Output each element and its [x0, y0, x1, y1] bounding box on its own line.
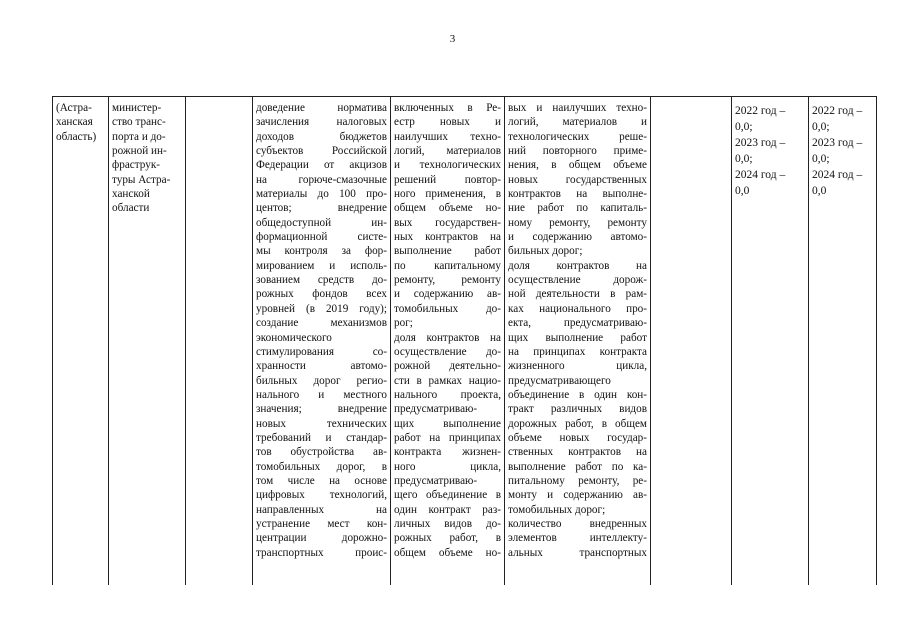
text-line: область) [56, 130, 97, 143]
region-cell [53, 97, 109, 585]
text-line: доля контрактов на [508, 259, 647, 272]
text-line: количество внедренных [508, 517, 647, 530]
text-line: транспортных проис- [256, 546, 387, 559]
text-line: новых государственных [508, 173, 647, 186]
text-line: осуществление дорож- [508, 274, 647, 287]
text-line: дорожных работ, в общем [508, 417, 647, 430]
text-line: решений повтор- [394, 173, 501, 186]
text-line: центов; внедрение [256, 202, 387, 215]
text-line: щих выполнение работ [508, 331, 647, 344]
text-line: сти в рамках нацио- [394, 374, 501, 387]
text-line: ного применения, в [394, 188, 501, 201]
text-line: субъектов Российской [256, 145, 387, 158]
text-line: 0,0 [735, 185, 750, 197]
text-line: доходов бюджетов [256, 130, 387, 143]
text-line: естр новых и [394, 116, 501, 129]
text-line: тракт различных видов [508, 403, 647, 416]
text-line: ний повторного приме- [508, 145, 647, 158]
text-line: нального проекта, [394, 388, 501, 401]
text-line: зачисления налоговых [256, 116, 387, 129]
text-line: общем объеме но- [394, 202, 501, 215]
text-line: осуществление до- [394, 345, 501, 358]
text-line: логий, материалов и [508, 116, 647, 129]
text-line: 2024 год – [812, 169, 863, 181]
text-line: ственных контрактов на [508, 446, 647, 459]
text-line: логий, материалов [394, 145, 501, 158]
text-line: хранности автомо- [256, 360, 387, 373]
text-line: ного цикла, [394, 460, 501, 473]
text-line: личных видов до- [394, 517, 501, 530]
text-line: ханская [56, 116, 93, 129]
text-line: материалы до 100 про- [256, 188, 387, 201]
text-line: элементов интеллекту- [508, 532, 647, 545]
text-line: 0,0; [735, 121, 753, 133]
text-line: на принципах контракта [508, 345, 647, 358]
text-line: и технологических [394, 159, 501, 172]
text-line: требований и стандар- [256, 431, 387, 444]
text-line: выполнение работ по ка- [508, 460, 647, 473]
text-line: стимулирования со- [256, 345, 387, 358]
text-line: вых и наилучших техно- [508, 102, 647, 114]
text-line: том числе на основе [256, 474, 387, 487]
text-line: (Астра- [56, 102, 92, 114]
years-cell-b [809, 97, 877, 585]
empty-cell [651, 97, 732, 585]
text-line: доведение норматива [256, 102, 387, 114]
text-line: общем объеме но- [394, 546, 501, 559]
text-line: объеме новых государ- [508, 431, 647, 444]
text-line: фраструк- [112, 159, 161, 172]
text-line: 2024 год – [735, 169, 786, 181]
page-number: 3 [449, 33, 456, 45]
measures-cell [253, 97, 391, 585]
text-line: предусматриваю- [394, 403, 478, 416]
text-line: устранение мест кон- [256, 517, 387, 530]
text-line: объединение в один кон- [508, 388, 647, 401]
text-line: щего объединение в [394, 489, 501, 502]
text-line: наилучших техно- [394, 130, 501, 143]
text-line: туры Астра- [112, 173, 171, 186]
text-line: 2022 год – [735, 105, 786, 117]
text-line: щих выполнение [394, 417, 501, 430]
text-line: один контракт раз- [394, 503, 501, 516]
text-line: вых государствен- [394, 216, 501, 229]
text-line: Федерации от акцизов [256, 159, 387, 172]
text-line: жизненного цикла, [508, 360, 647, 373]
text-line: 0,0; [812, 121, 830, 133]
text-line: формационной систе- [256, 231, 387, 244]
text-line: бильных дорог; [508, 245, 583, 258]
text-line: 0,0; [735, 153, 753, 165]
text-line: контрактов на выполне- [508, 188, 647, 201]
text-line: 2022 год – [812, 105, 863, 117]
text-line: порта и до- [112, 130, 166, 143]
indicators-cell-b [505, 97, 651, 585]
text-line: по капитальному [394, 259, 501, 272]
text-line: нения, в общем объеме [508, 159, 647, 172]
text-line: 2023 год – [735, 137, 786, 149]
text-line: включенных в Ре- [394, 102, 501, 114]
text-line: мированием и исполь- [256, 259, 387, 272]
text-line: рожной ин- [112, 145, 167, 158]
text-line: рог; [394, 317, 413, 330]
text-line: на горюче-смазочные [256, 173, 387, 186]
text-line: общедоступной ин- [256, 216, 387, 229]
text-line: новых технических [256, 417, 387, 430]
text-line: тов обустройства ав- [256, 446, 387, 459]
years-cell-a [732, 97, 809, 585]
text-line: зованием средств до- [256, 274, 387, 287]
text-line: ной деятельности в рам- [508, 288, 647, 301]
text-line: рожных фондов всех [256, 288, 387, 301]
text-line: экономического [256, 331, 332, 344]
text-line: контракта жизнен- [394, 446, 501, 459]
text-line: цифровых технологий, [256, 489, 387, 502]
text-line: создание механизмов [256, 317, 387, 330]
document-table [52, 96, 877, 585]
text-line: и содержанию автомо- [508, 231, 647, 244]
text-line: ному ремонту, ремонту [508, 216, 647, 229]
text-line: министер- [112, 102, 162, 114]
text-line: и содержанию ав- [394, 288, 501, 301]
text-line: доля контрактов на [394, 331, 501, 344]
text-line: нального и местного [256, 388, 387, 401]
text-line: альных транспортных [508, 546, 647, 559]
text-line: направленных на [256, 503, 387, 516]
text-line: мы контроля за фор- [256, 245, 387, 258]
text-line: питальному ремонту, ре- [508, 474, 647, 487]
empty-cell [186, 97, 253, 585]
text-line: ство транс- [112, 116, 166, 129]
text-line: ках национального про- [508, 302, 647, 315]
text-line: ханской [112, 188, 150, 201]
text-line: области [112, 202, 150, 215]
text-line: томобильных дорог; [508, 503, 606, 516]
text-line: ние работ по капиталь- [508, 202, 647, 215]
text-line: монту и содержанию ав- [508, 489, 647, 502]
text-line: работ на принципах [394, 431, 501, 444]
text-line: 2023 год – [812, 137, 863, 149]
text-line: ных контрактов на [394, 231, 501, 244]
text-line: 0,0 [812, 185, 827, 197]
text-line: рожных работ, в [394, 532, 501, 545]
text-line: екта, предусматриваю- [508, 317, 647, 330]
executor-cell [109, 97, 186, 585]
indicators-cell-a [391, 97, 505, 585]
text-line: технологических реше- [508, 130, 647, 143]
text-line: томобильных до- [394, 302, 501, 315]
text-line: томобильных дорог, в [256, 460, 387, 473]
text-line: ремонту, ремонту [394, 274, 501, 287]
text-line: предусматриваю- [394, 474, 478, 487]
text-line: 0,0; [812, 153, 830, 165]
text-line: центрации дорожно- [256, 532, 387, 545]
text-line: значения; внедрение [256, 403, 387, 416]
text-line: рожной деятельно- [394, 360, 501, 373]
text-line: выполнение работ [394, 245, 501, 258]
text-line: предусматривающего [508, 374, 611, 387]
text-line: уровней (в 2019 году); [256, 302, 387, 315]
text-line: бильных дорог регио- [256, 374, 387, 387]
